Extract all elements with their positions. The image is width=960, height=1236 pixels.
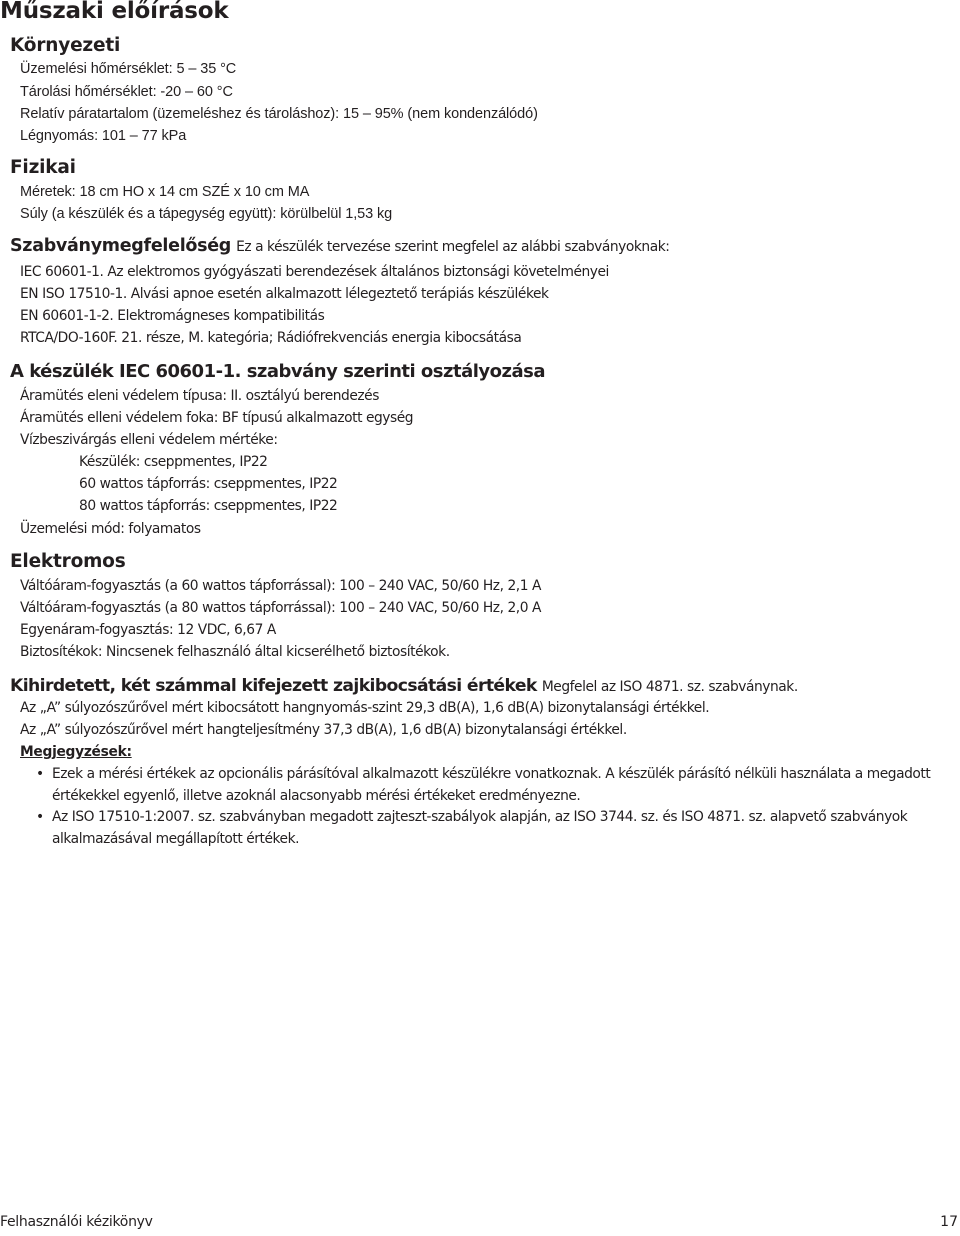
note-item <box>36 763 956 807</box>
note-item <box>36 806 956 850</box>
environment-line: Légnyomás: 101 – 77 kPa <box>20 128 187 144</box>
electrical-line: Biztosítékok: Nincsenek felhasználó által kicserélhető biztosítékok. <box>20 644 450 660</box>
electrical-line: Váltóáram-fogyasztás (a 80 wattos tápforrással): 100 – 240 VAC, 50/60 Hz, 2,0 A <box>20 600 541 616</box>
classification-line: Áramütés elleni védelem foka: BF típusú alkalmazott egység <box>20 410 414 426</box>
classification-line: Áramütés eleni védelem típusa: II. osztályú berendezés <box>20 388 379 404</box>
ingress-item: 60 wattos tápforrás: cseppmentes, IP22 <box>79 476 338 492</box>
standard-line: RTCA/DO-160F. 21. része, M. kategória; Rádiófrekvenciás energia kibocsátása <box>20 330 522 346</box>
noise-line: Az „A” súlyozószűrővel mért hangteljesítmény 37,3 dB(A), 1,6 dB(A) bizonytalansági értékkel. <box>20 722 627 738</box>
note-text: Az ISO 17510-1:2007. sz. szabványban megadott zajteszt-szabályok alapján, az ISO 3744. sz. és ISO 4871. sz. alapvető szabványok alkalmazásával megállapított értékek. <box>52 809 908 847</box>
environment-heading: Környezeti <box>10 35 121 56</box>
ingress-item: 80 wattos tápforrás: cseppmentes, IP22 <box>79 498 338 514</box>
standards-intro: Ez a készülék tervezése szerint megfelel az alábbi szabványoknak: <box>236 239 670 255</box>
bullet-icon: • <box>36 809 44 825</box>
noise-line: Az „A” súlyozószűrővel mért kibocsátott hangnyomás-szint 29,3 dB(A), 1,6 dB(A) bizonytalansági értékkel. <box>20 700 710 716</box>
page-number: 17 <box>940 1214 958 1230</box>
noise-intro: Megfelel az ISO 4871. sz. szabványnak. <box>541 679 798 695</box>
physical-line: Méretek: 18 cm HO x 14 cm SZÉ x 10 cm MA <box>20 184 310 200</box>
environment-line: Üzemelési hőmérséklet: 5 – 35 °C <box>20 61 237 77</box>
classification-line: Vízbeszivárgás elleni védelem mértéke: <box>20 432 278 448</box>
notes-heading: Megjegyzések: <box>20 744 132 760</box>
footer-manual-title: Felhasználói kézikönyv <box>0 1214 153 1230</box>
bullet-icon: • <box>36 766 44 782</box>
standard-line: EN 60601-1-2. Elektromágneses kompatibilitás <box>20 308 325 324</box>
physical-heading: Fizikai <box>10 157 76 178</box>
note-text: Ezek a mérési értékek az opcionális párásítóval alkalmazott készülékre vonatkoznak. A készülék párásító nélküli használata a megadott értékekkel egyenlő, illetve azoknál alacsonyabb mérési értékeket eredményezne. <box>52 766 931 804</box>
noise-heading-row <box>10 676 798 696</box>
electrical-line: Váltóáram-fogyasztás (a 60 wattos tápforrással): 100 – 240 VAC, 50/60 Hz, 2,1 A <box>20 578 541 594</box>
noise-heading: Kihirdetett, két számmal kifejezett zajkibocsátási értékek <box>10 676 537 696</box>
electrical-heading: Elektromos <box>10 551 126 572</box>
operation-mode: Üzemelési mód: folyamatos <box>20 521 201 537</box>
environment-line: Tárolási hőmérséklet: -20 – 60 °C <box>20 84 233 100</box>
standards-heading-row <box>10 236 669 256</box>
physical-line: Súly (a készülék és a tápegység együtt): körülbelül 1,53 kg <box>20 206 393 222</box>
classification-heading: A készülék IEC 60601-1. szabvány szerinti osztályozása <box>10 361 545 382</box>
environment-line: Relatív páratartalom (üzemeléshez és tároláshoz): 15 – 95% (nem kondenzálódó) <box>20 106 538 122</box>
standard-line: IEC 60601-1. Az elektromos gyógyászati berendezések általános biztonsági követelményei <box>20 264 609 280</box>
standards-heading: Szabványmegfelelőség <box>10 236 232 256</box>
page-title: Műszaki előírások <box>0 0 229 24</box>
electrical-line: Egyenáram-fogyasztás: 12 VDC, 6,67 A <box>20 622 276 638</box>
ingress-item: Készülék: cseppmentes, IP22 <box>79 454 268 470</box>
standard-line: EN ISO 17510-1. Alvási apnoe esetén alkalmazott lélegeztető terápiás készülékek <box>20 286 549 302</box>
